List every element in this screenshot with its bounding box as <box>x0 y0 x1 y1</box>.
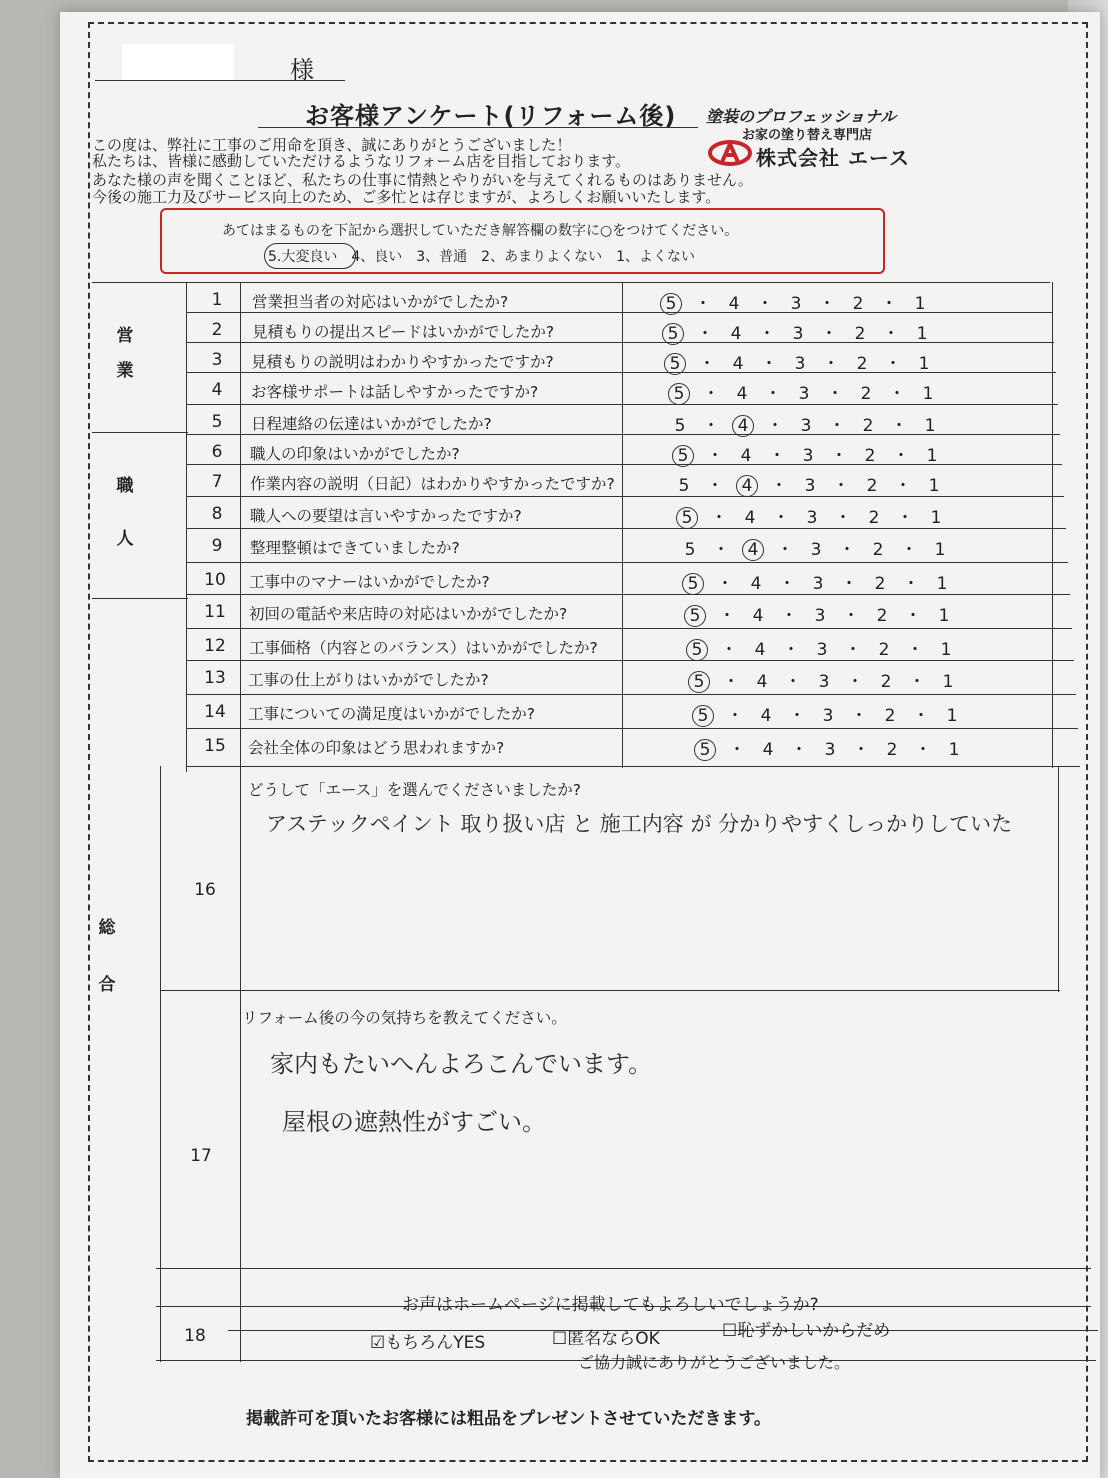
thanks-note: ご協力誠にありがとうございました。 <box>578 1353 851 1372</box>
rating-separator: ・ <box>842 606 860 626</box>
rating-value-selected[interactable]: 5 <box>686 639 708 661</box>
rating-value[interactable]: 2 <box>860 384 872 404</box>
rating-separator: ・ <box>894 476 912 496</box>
company-logo-icon <box>708 140 752 166</box>
question-text: 作業内容の説明（日記）はわかりやすかったですか? <box>250 475 615 493</box>
rating-separator: ・ <box>706 476 724 496</box>
rating-value[interactable]: 1 <box>940 640 952 660</box>
rating-options[interactable] <box>692 701 962 727</box>
rating-separator: ・ <box>728 740 746 760</box>
table-row-divider <box>92 432 188 433</box>
rating-value[interactable]: 3 <box>802 446 814 466</box>
rating-options[interactable] <box>670 411 940 437</box>
rating-value[interactable]: 3 <box>804 476 816 496</box>
rating-value[interactable]: 1 <box>948 740 960 760</box>
rating-value[interactable]: 1 <box>918 354 930 374</box>
rating-value[interactable]: 3 <box>816 640 828 660</box>
rating-value-selected[interactable]: 4 <box>742 539 764 561</box>
rating-separator: ・ <box>888 384 906 404</box>
table-row-divider <box>186 694 1076 695</box>
rating-value-selected[interactable]: 5 <box>682 573 704 595</box>
rating-separator: ・ <box>840 574 858 594</box>
question-number: 2 <box>211 320 223 340</box>
q17-prompt: リフォーム後の今の気持ちを教えてください。 <box>242 1009 567 1027</box>
rating-value[interactable]: 2 <box>878 640 890 660</box>
table-row-divider <box>186 766 1080 767</box>
rating-value[interactable]: 3 <box>814 606 826 626</box>
rating-separator: ・ <box>716 574 734 594</box>
rating-separator: ・ <box>822 354 840 374</box>
category-label: 営業 <box>112 326 133 396</box>
table-row-divider <box>186 728 1078 729</box>
question-text: 会社全体の印象はどう思われますか? <box>248 739 505 757</box>
question-text: 工事の仕上がりはいかがでしたか? <box>248 671 489 689</box>
question-number: 17 <box>190 1146 212 1166</box>
question-number: 8 <box>211 504 223 524</box>
question-number: 12 <box>204 636 226 656</box>
question-number: 14 <box>204 702 226 722</box>
table-row-divider <box>92 282 1050 283</box>
q18-option-no[interactable]: ☐恥ずかしいからだめ <box>722 1321 891 1341</box>
rating-separator: ・ <box>758 324 776 344</box>
question-number: 15 <box>204 736 226 756</box>
rating-value[interactable]: 4 <box>752 606 764 626</box>
q17-handwritten-line: 屋根の遮熱性がすごい。 <box>282 1108 546 1136</box>
table-column-divider <box>1052 282 1053 768</box>
question-number: 4 <box>211 380 223 400</box>
honorific: 様 <box>290 56 314 84</box>
rating-value-selected[interactable]: 4 <box>732 415 754 437</box>
question-number: 11 <box>204 602 226 622</box>
rating-value[interactable]: 2 <box>852 294 864 314</box>
rating-separator: ・ <box>912 706 930 726</box>
table-column-divider <box>622 282 623 768</box>
table-column-divider <box>160 766 161 1362</box>
rating-scale-legend: 5.大変良い 4、良い 3、普通 2、あまりよくない 1、よくない <box>268 249 695 265</box>
rating-options[interactable] <box>688 667 958 693</box>
rating-value[interactable]: 3 <box>822 706 834 726</box>
rating-value[interactable]: 1 <box>946 706 958 726</box>
category-label: 総合 <box>94 918 115 1032</box>
rating-value[interactable]: 3 <box>790 294 802 314</box>
question-text: 見積もりの説明はわかりやすかったですか? <box>251 353 554 371</box>
rating-value[interactable]: 3 <box>812 574 824 594</box>
survey-title: お客様アンケート(リフォーム後) <box>305 102 677 130</box>
rating-separator: ・ <box>756 294 774 314</box>
rating-value-selected[interactable]: 5 <box>688 671 710 693</box>
rating-value[interactable]: 4 <box>744 508 756 528</box>
rating-value[interactable]: 2 <box>866 476 878 496</box>
rating-separator: ・ <box>850 706 868 726</box>
rating-value[interactable]: 1 <box>930 508 942 528</box>
customer-name-redaction <box>122 44 234 80</box>
rating-separator: ・ <box>906 640 924 660</box>
question-number: 18 <box>184 1326 206 1346</box>
rating-separator: ・ <box>908 672 926 692</box>
rating-separator: ・ <box>764 384 782 404</box>
rating-value-selected[interactable]: 5 <box>676 507 698 529</box>
rating-value[interactable]: 5 <box>674 416 686 436</box>
rating-options[interactable] <box>662 319 932 345</box>
rating-value-selected[interactable]: 5 <box>684 605 706 627</box>
rating-value[interactable]: 3 <box>810 540 822 560</box>
rating-value-selected[interactable]: 5 <box>662 323 684 345</box>
rating-value[interactable]: 5 <box>678 476 690 496</box>
rating-value-selected[interactable]: 4 <box>736 475 758 497</box>
rating-value[interactable]: 1 <box>942 672 954 692</box>
rating-value[interactable]: 3 <box>792 324 804 344</box>
category-label: 職人 <box>112 476 133 582</box>
rating-options[interactable] <box>660 289 930 315</box>
rating-value[interactable]: 3 <box>824 740 836 760</box>
rating-value[interactable]: 2 <box>874 574 886 594</box>
rating-value[interactable]: 2 <box>862 416 874 436</box>
rating-separator: ・ <box>784 672 802 692</box>
rating-separator: ・ <box>892 446 910 466</box>
footer-note: 掲載許可を頂いたお客様には粗品をプレゼントさせていただきます。 <box>246 1409 771 1429</box>
rating-separator: ・ <box>698 354 716 374</box>
rating-value[interactable]: 2 <box>876 606 888 626</box>
category-sales <box>108 326 138 396</box>
question-text: 職人の印象はいかがでしたか? <box>250 445 460 463</box>
rating-value[interactable]: 3 <box>798 384 810 404</box>
rating-value[interactable]: 4 <box>754 640 766 660</box>
rating-value[interactable]: 1 <box>934 540 946 560</box>
rating-separator: ・ <box>768 446 786 466</box>
rating-value[interactable]: 1 <box>926 446 938 466</box>
question-text: 初回の電話や来店時の対応はいかがでしたか? <box>249 605 568 623</box>
rating-separator: ・ <box>726 706 744 726</box>
rating-value[interactable]: 2 <box>856 354 868 374</box>
rating-separator: ・ <box>846 672 864 692</box>
rating-value-selected[interactable]: 5 <box>664 353 686 375</box>
rating-separator: ・ <box>702 416 720 436</box>
question-number: 6 <box>211 442 223 462</box>
brand-subtitle: お家の塗り替え専門店 <box>742 128 873 143</box>
rating-value[interactable]: 4 <box>762 740 774 760</box>
rating-separator: ・ <box>770 476 788 496</box>
question-text: 日程連絡の伝達はいかがでしたか? <box>251 415 492 433</box>
rating-separator: ・ <box>844 640 862 660</box>
question-text: 工事中のマナーはいかがでしたか? <box>249 573 490 591</box>
question-number: 3 <box>211 350 223 370</box>
rating-value[interactable]: 2 <box>872 540 884 560</box>
rating-separator: ・ <box>914 740 932 760</box>
rating-value[interactable]: 1 <box>922 384 934 404</box>
category-overall <box>90 918 120 1032</box>
question-number: 7 <box>211 472 223 492</box>
company-name: 株式会社 エース <box>756 146 910 170</box>
question-text: 工事についての満足度はいかがでしたか? <box>248 705 535 723</box>
table-row-divider <box>186 562 1068 563</box>
rating-separator: ・ <box>772 508 790 528</box>
rating-separator: ・ <box>904 606 922 626</box>
rating-value[interactable]: 1 <box>938 606 950 626</box>
rating-value[interactable]: 4 <box>730 324 742 344</box>
rating-options[interactable] <box>676 503 946 529</box>
rating-separator: ・ <box>776 540 794 560</box>
rating-value[interactable]: 3 <box>806 508 818 528</box>
q16-prompt: どうして「エース」を選んでくださいましたか? <box>248 781 581 799</box>
rating-separator: ・ <box>852 740 870 760</box>
table-column-divider <box>186 282 187 772</box>
rating-value[interactable]: 4 <box>736 384 748 404</box>
rating-separator: ・ <box>838 540 856 560</box>
rating-value-selected[interactable]: 5 <box>672 445 694 467</box>
category-craftsman <box>108 476 138 582</box>
rating-options[interactable] <box>680 535 950 561</box>
rating-separator: ・ <box>766 416 784 436</box>
table-row-divider <box>186 628 1072 629</box>
q18-prompt: お声はホームページに掲載してもよろしいでしょうか? <box>402 1295 819 1315</box>
rating-separator: ・ <box>788 706 806 726</box>
rating-value[interactable]: 2 <box>886 740 898 760</box>
table-row-divider <box>92 598 188 599</box>
rating-options[interactable] <box>694 735 964 761</box>
rating-separator: ・ <box>834 508 852 528</box>
rating-value[interactable]: 3 <box>818 672 830 692</box>
rating-options[interactable] <box>674 471 944 497</box>
rating-separator: ・ <box>880 294 898 314</box>
rating-value[interactable]: 5 <box>684 540 696 560</box>
question-text: 見積もりの提出スピードはいかがでしたか? <box>252 323 555 341</box>
rating-value[interactable]: 4 <box>750 574 762 594</box>
rating-value-selected[interactable]: 5 <box>692 705 714 727</box>
rating-options[interactable] <box>686 635 956 661</box>
table-column-divider <box>1058 766 1059 992</box>
question-number: 5 <box>211 412 223 432</box>
intro-line: この度は、弊社に工事のご用命を頂き、誠にありがとうございました！ <box>92 136 572 154</box>
table-row-divider <box>228 1330 1098 1331</box>
rating-separator: ・ <box>828 416 846 436</box>
rating-value[interactable]: 2 <box>864 446 876 466</box>
rating-value[interactable]: 4 <box>760 706 772 726</box>
rating-separator: ・ <box>830 446 848 466</box>
name-underline <box>95 80 345 81</box>
title-underline <box>258 127 698 128</box>
rating-separator: ・ <box>694 294 712 314</box>
rating-separator: ・ <box>832 476 850 496</box>
question-number: 13 <box>204 668 226 688</box>
rating-separator: ・ <box>896 508 914 528</box>
rating-separator: ・ <box>710 508 728 528</box>
rating-separator: ・ <box>760 354 778 374</box>
intro-line: あなた様の声を聞くことほど、私たちの仕事に情熱とやりがいを与えてくれるものはありません。 <box>92 171 753 189</box>
rating-value[interactable]: 3 <box>800 416 812 436</box>
rating-value[interactable]: 1 <box>928 476 940 496</box>
question-number: 16 <box>194 880 216 900</box>
table-row-divider <box>156 1268 1091 1269</box>
rating-options[interactable] <box>664 349 934 375</box>
q18-option-yes[interactable]: ☑もちろんYES <box>370 1333 486 1353</box>
rating-value[interactable]: 3 <box>794 354 806 374</box>
rating-separator: ・ <box>780 606 798 626</box>
rating-separator: ・ <box>702 384 720 404</box>
question-text: 営業担当者の対応はいかがでしたか? <box>252 293 509 311</box>
q16-handwritten-answer: アステックペイント 取り扱い店 と 施工内容 が 分かりやすくしっかりしていた <box>266 812 1013 836</box>
rating-separator: ・ <box>820 324 838 344</box>
question-text: 職人への要望は言いやすかったですか? <box>250 507 522 525</box>
rating-value[interactable]: 2 <box>868 508 880 528</box>
question-text: 工事価格（内容とのバランス）はいかがでしたか? <box>249 639 598 657</box>
question-number: 1 <box>211 290 223 310</box>
intro-line: 私たちは、皆様に感動していただけるようなリフォーム店を目指しております。 <box>92 152 631 170</box>
rating-value[interactable]: 2 <box>880 672 892 692</box>
rating-value[interactable]: 4 <box>756 672 768 692</box>
rating-separator: ・ <box>884 354 902 374</box>
rating-separator: ・ <box>712 540 730 560</box>
rating-options[interactable] <box>684 601 954 627</box>
rating-value-selected[interactable]: 5 <box>660 293 682 315</box>
question-text: 整理整頓はできていましたか? <box>250 539 460 557</box>
rating-separator: ・ <box>718 606 736 626</box>
rating-separator: ・ <box>902 574 920 594</box>
question-text: お客様サポートは話しやすかったですか? <box>251 383 539 401</box>
rating-separator: ・ <box>720 640 738 660</box>
instruction-text: あてはまるものを下記から選択していただき解答欄の数字に○をつけてください。 <box>222 223 739 239</box>
rating-separator: ・ <box>882 324 900 344</box>
rating-value[interactable]: 4 <box>728 294 740 314</box>
rating-value-selected[interactable]: 5 <box>694 739 716 761</box>
rating-value-selected[interactable]: 5 <box>668 383 690 405</box>
rating-value[interactable]: 1 <box>916 324 928 344</box>
rating-value[interactable]: 2 <box>884 706 896 726</box>
rating-options[interactable] <box>668 379 938 405</box>
rating-value[interactable]: 4 <box>740 446 752 466</box>
table-row-divider <box>160 990 1060 991</box>
rating-separator: ・ <box>722 672 740 692</box>
rating-separator: ・ <box>706 446 724 466</box>
q18-option-anonymous[interactable]: ☐匿名ならOK <box>552 1329 660 1349</box>
question-number: 10 <box>204 570 226 590</box>
rating-value[interactable]: 2 <box>854 324 866 344</box>
rating-separator: ・ <box>900 540 918 560</box>
rating-options[interactable] <box>672 441 942 467</box>
rating-separator: ・ <box>826 384 844 404</box>
rating-value[interactable]: 4 <box>732 354 744 374</box>
rating-value[interactable]: 1 <box>924 416 936 436</box>
rating-separator: ・ <box>778 574 796 594</box>
q17-handwritten-line: 家内もたいへんよろこんでいます。 <box>270 1050 653 1078</box>
rating-separator: ・ <box>790 740 808 760</box>
rating-separator: ・ <box>782 640 800 660</box>
rating-separator: ・ <box>818 294 836 314</box>
rating-separator: ・ <box>890 416 908 436</box>
brand-slogan: 塗装のプロフェッショナル <box>706 107 897 126</box>
rating-separator: ・ <box>696 324 714 344</box>
intro-line: 今後の施工力及びサービス向上のため、ご多忙とは存じますが、よろしくお願いいたします。 <box>92 188 721 206</box>
rating-value[interactable]: 1 <box>914 294 926 314</box>
rating-value[interactable]: 1 <box>936 574 948 594</box>
question-number: 9 <box>211 536 223 556</box>
rating-options[interactable] <box>682 569 952 595</box>
